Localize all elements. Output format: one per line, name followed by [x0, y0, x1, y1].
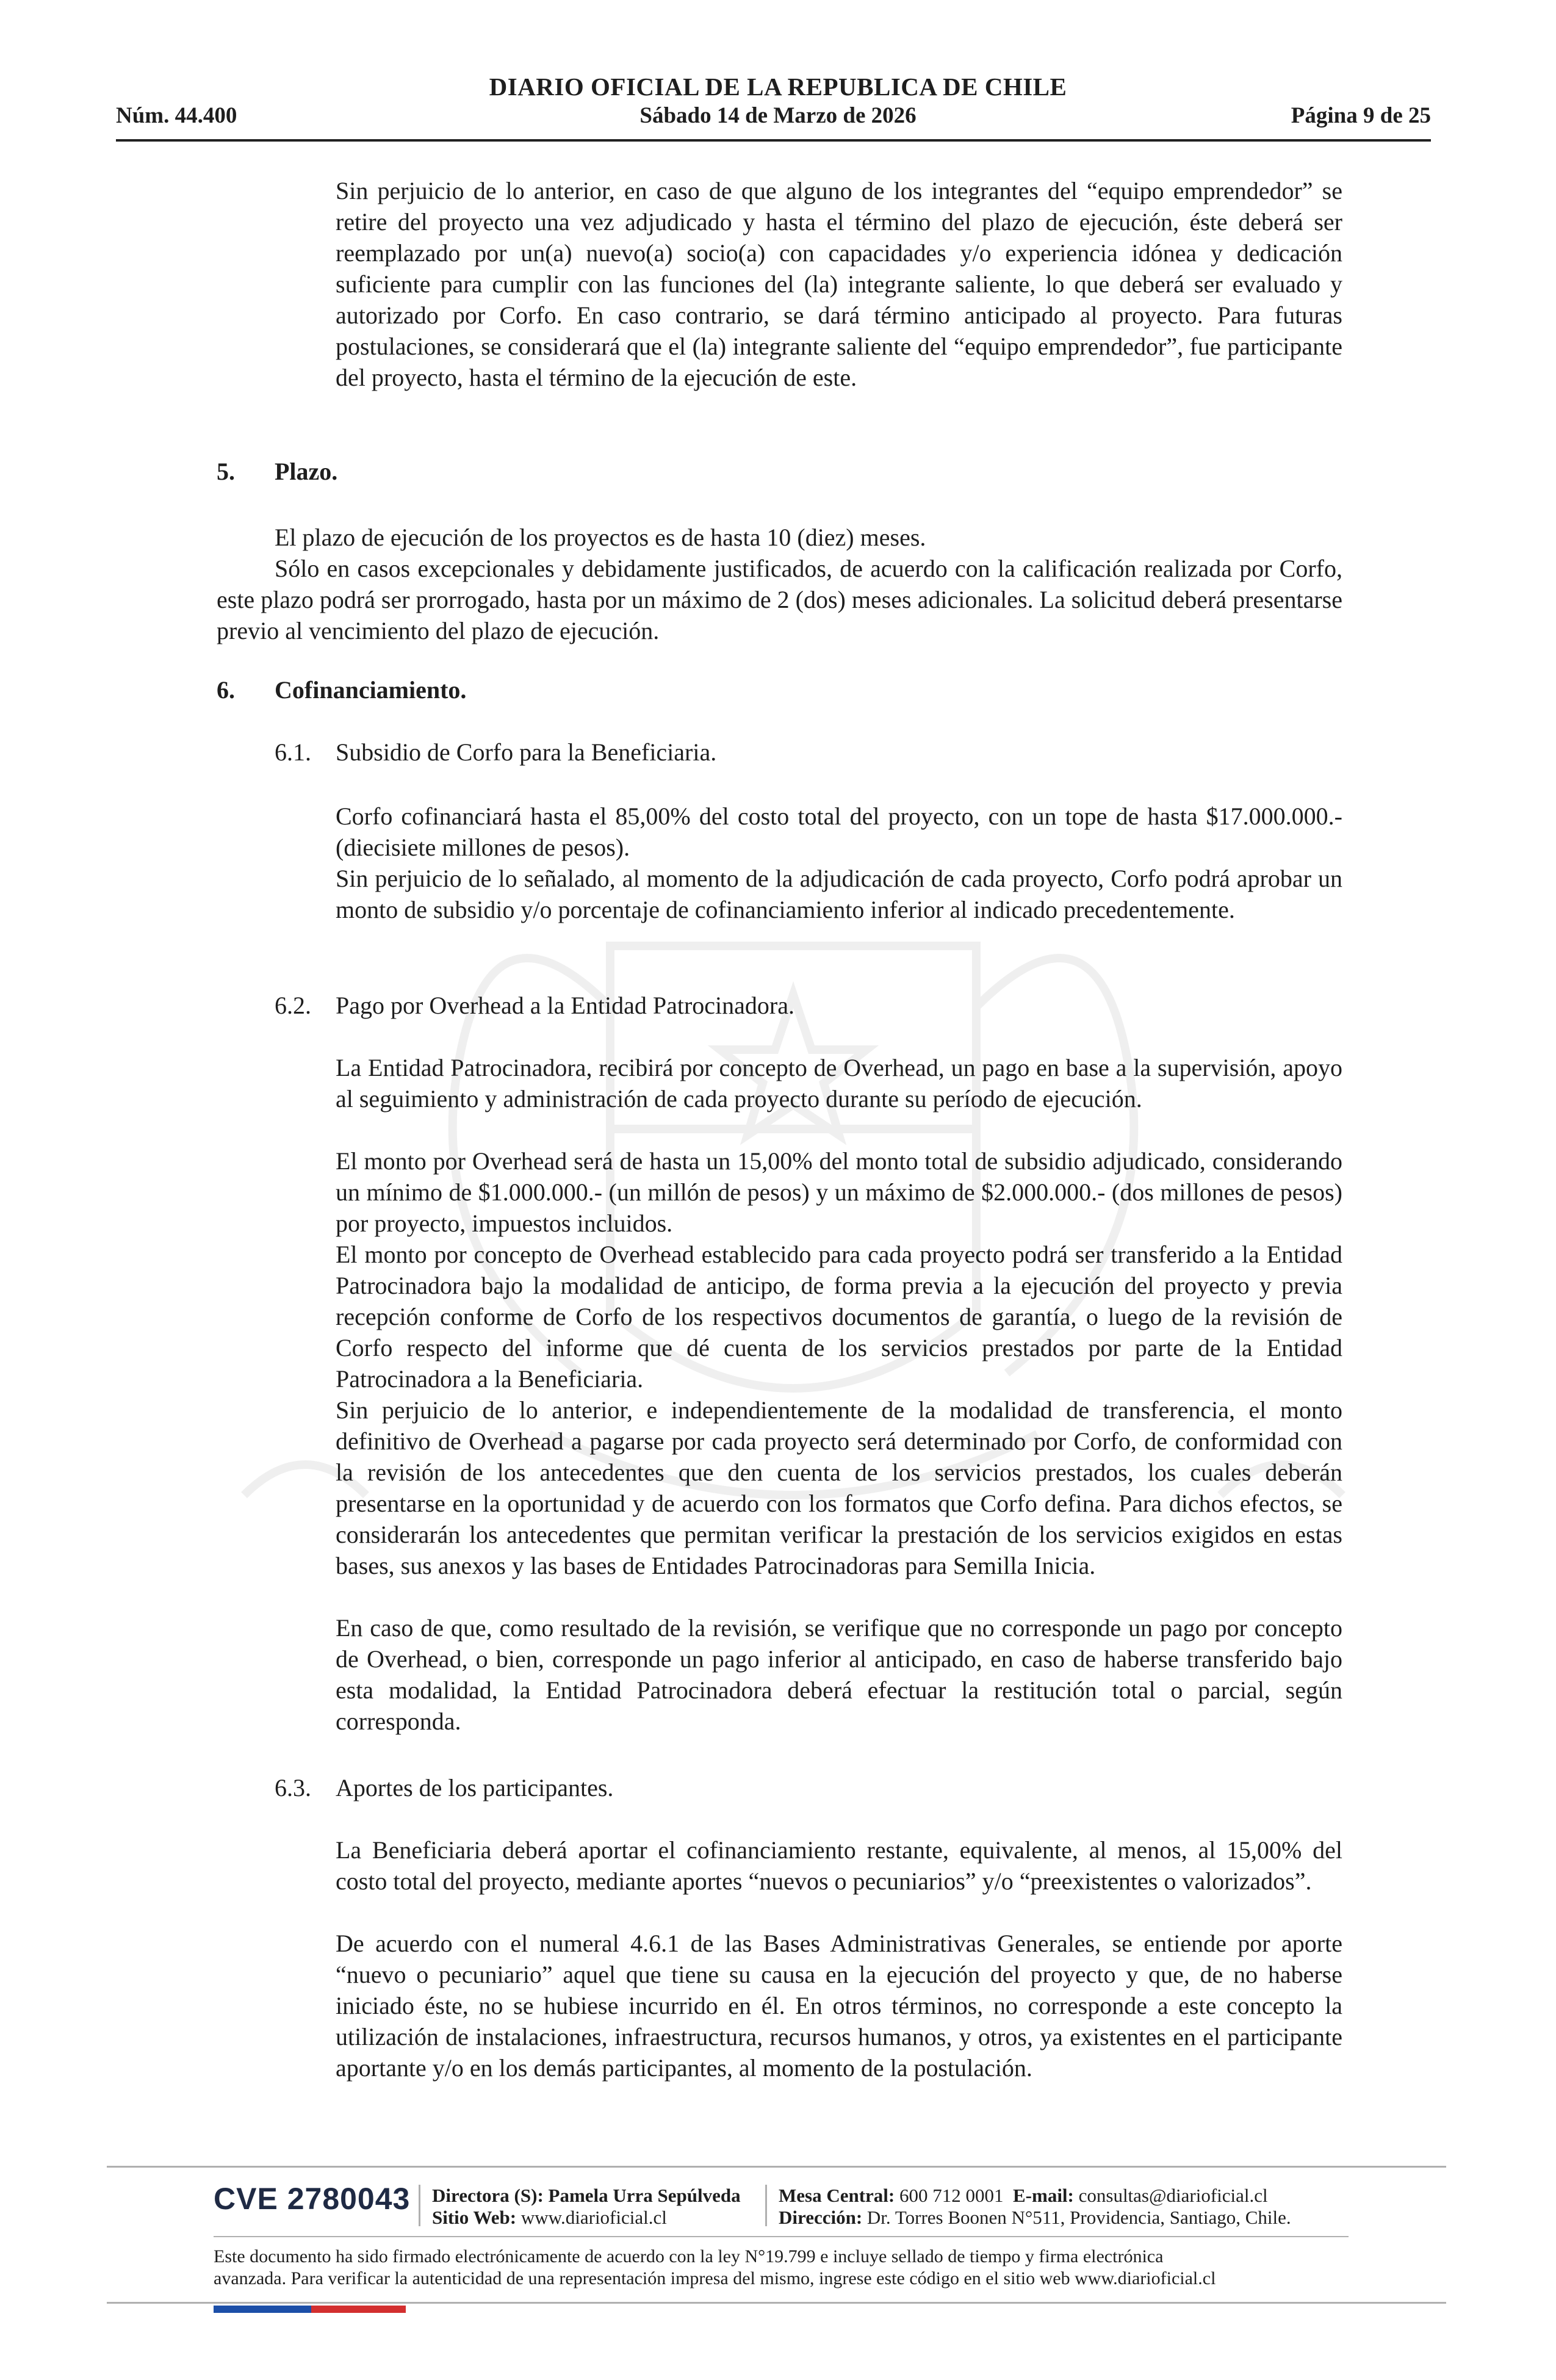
footer-divider-bottom — [107, 2302, 1446, 2304]
subsection-6-3-heading — [275, 1772, 613, 1803]
phone-label: Mesa Central: — [779, 2185, 895, 2206]
phone-value: 600 712 0001 — [899, 2185, 1004, 2206]
footer-separator-2 — [765, 2185, 767, 2226]
section-5-paragraph-1: El plazo de ejecución de los proyectos es de hasta 10 (diez) meses. — [275, 524, 926, 551]
subsection-6-2-paragraph-2: El monto por Overhead será de hasta un 15,00% del monto total de subsidio adjudicado, considerando un mínimo de $1.000.000.- (un millón de pesos) y un máximo de $2.000.000.- (dos millones de pesos) por proyecto, impuestos incluidos. — [336, 1147, 1342, 1237]
footer-contact-block — [779, 2185, 1291, 2229]
subsection-6-2-paragraph-5: En caso de que, como resultado de la revisión, se verifique que no corresponde un pago por concepto de Overhead, o bien, corresponde un pago inferior al anticipado, en caso de haberse transferido bajo esta modalidad, la Entidad Patrocinadora deberá efectuar la restitución total o parcial, según corresponda. — [336, 1614, 1342, 1735]
flag-stripe-red — [311, 2306, 406, 2313]
flag-stripe-blue — [214, 2306, 311, 2313]
intro-paragraph: Sin perjuicio de lo anterior, en caso de que alguno de los integrantes del “equipo emprendedor” se retire del proyecto una vez adjudicado y hasta el término del plazo de ejecución, éste deberá ser reemplazado por un(a) nuevo(a) socio(a) con capacidades y/o experiencia idónea y dedicación suficiente para cumplir con las funciones del (la) integrante saliente, lo que deberá ser evaluado y autorizado por Corfo. En caso contrario, se dará término anticipado al proyecto. Para futuras postulaciones, se considerará que el (la) integrante saliente del “equipo emprendedor”, fue participante del proyecto, hasta el término de la ejecución de este. — [336, 177, 1342, 391]
section-6-title: Cofinanciamiento. — [275, 676, 467, 704]
section-5-heading — [217, 456, 337, 487]
footer-divider-top — [107, 2166, 1446, 2168]
footer-divider-middle — [214, 2236, 1349, 2237]
subsection-6-1-number: 6.1. — [275, 738, 311, 766]
newspaper-title: DIARIO OFICIAL DE LA REPUBLICA DE CHILE — [489, 73, 1067, 101]
address-label: Dirección: — [779, 2207, 863, 2228]
page-number: Página 9 de 25 — [1291, 103, 1431, 128]
footer-separator-1 — [419, 2185, 420, 2226]
director-label: Directora (S): — [432, 2185, 544, 2206]
subsection-6-2-number: 6.2. — [275, 992, 311, 1019]
subsection-6-3-title: Aportes de los participantes. — [336, 1774, 614, 1801]
email-link[interactable]: consultas@diarioficial.cl — [1078, 2185, 1268, 2206]
site-label: Sitio Web: — [432, 2207, 517, 2228]
site-link[interactable]: www.diarioficial.cl — [520, 2207, 667, 2228]
section-6-number: 6. — [217, 676, 235, 704]
section-5-number: 5. — [217, 458, 235, 485]
legal-notice-line-2: avanzada. Para verificar la autenticidad de una representación impresa del mismo, ingrese este código en el sitio web www.diarioficial.cl — [214, 2268, 1216, 2288]
section-6-heading — [217, 674, 466, 705]
subsection-6-1-heading — [275, 737, 716, 768]
subsection-6-1-paragraph-1: Corfo cofinanciará hasta el 85,00% del costo total del proyecto, con un tope de hasta $17.000.000.- (diecisiete millones de pesos). — [336, 802, 1342, 861]
subsection-6-2-paragraph-3: El monto por concepto de Overhead establecido para cada proyecto podrá ser transferido a la Entidad Patrocinadora bajo la modalidad de anticipo, de forma previa a la ejecución del proyecto y previa recepción conforme de Corfo de los respectivos documentos de garantía, o luego de la revisión de Corfo respecto del informe que dé cuenta de los servicios prestados por parte de la Entidad Patrocinadora a la Beneficiaria. — [336, 1241, 1342, 1393]
cve-code: CVE 2780043 — [214, 2182, 411, 2216]
subsection-6-1-paragraph-2: Sin perjuicio de lo señalado, al momento de la adjudicación de cada proyecto, Corfo podrá aprobar un monto de subsidio y/o porcentaje de cofinanciamiento inferior al indicado precedentemente. — [336, 865, 1342, 923]
footer-director-block — [432, 2185, 741, 2229]
issue-number: Núm. 44.400 — [116, 103, 237, 128]
subsection-6-2-heading — [275, 990, 794, 1021]
subsection-6-2-paragraph-1: La Entidad Patrocinadora, recibirá por concepto de Overhead, un pago en base a la supervisión, apoyo al seguimiento y administración de cada proyecto durante su período de ejecución. — [336, 1054, 1342, 1112]
subsection-6-2-title: Pago por Overhead a la Entidad Patrocinadora. — [336, 992, 794, 1019]
subsection-6-3-number: 6.3. — [275, 1774, 311, 1801]
subsection-6-2-paragraph-4: Sin perjuicio de lo anterior, e independientemente de la modalidad de transferencia, el monto definitivo de Overhead a pagarse por cada proyecto será determinado por Corfo, de conformidad con la revisión de los antecedentes que den cuenta de los servicios prestados, los cuales deberán presentarse en la oportunidad y de acuerdo con los formatos que Corfo defina. Para dichos efectos, se considerarán los antecedentes que permitan verificar la prestación de los servicios exigidos en estas bases, sus anexos y las bases de Entidades Patrocinadoras para Semilla Inicia. — [336, 1396, 1342, 1579]
section-5-paragraph-2: Sólo en casos excepcionales y debidamente justificados, de acuerdo con la calificación realizada por Corfo, este plazo podrá ser prorrogado, hasta por un máximo de 2 (dos) meses adicionales. La solicitud deberá presentarse previo al vencimiento del plazo de ejecución. — [217, 555, 1342, 644]
header-divider — [116, 139, 1431, 142]
section-5-title: Plazo. — [275, 458, 338, 485]
subsection-6-3-paragraph-1: La Beneficiaria deberá aportar el cofinanciamiento restante, equivalente, al menos, al 15,00% del costo total del proyecto, mediante aportes “nuevos o pecuniarios” y/o “preexistentes o valorizados”. — [336, 1836, 1342, 1895]
subsection-6-1-title: Subsidio de Corfo para la Beneficiaria. — [336, 738, 717, 766]
legal-notice — [214, 2246, 1349, 2290]
address-value: Dr. Torres Boonen N°511, Providencia, Santiago, Chile. — [866, 2207, 1291, 2228]
director-name: Pamela Urra Sepúlveda — [548, 2185, 741, 2206]
issue-date: Sábado 14 de Marzo de 2026 — [639, 103, 917, 128]
email-label: E-mail: — [1013, 2185, 1074, 2206]
legal-notice-line-1: Este documento ha sido firmado electrónicamente de acuerdo con la ley N°19.799 e incluye sellado de tiempo y firma electrónica — [214, 2246, 1164, 2266]
subsection-6-3-paragraph-2: De acuerdo con el numeral 4.6.1 de las Bases Administrativas Generales, se entiende por aporte “nuevo o pecuniario” aquel que tiene su causa en la ejecución del proyecto y que, de no haberse iniciado éste, no se hubiese incurrido en él. En otros términos, no corresponde a este concepto la utilización de instalaciones, infraestructura, recursos humanos, y otros, ya existentes en el participante aportante y/o en los demás participantes, al momento de la postulación. — [336, 1930, 1342, 2082]
